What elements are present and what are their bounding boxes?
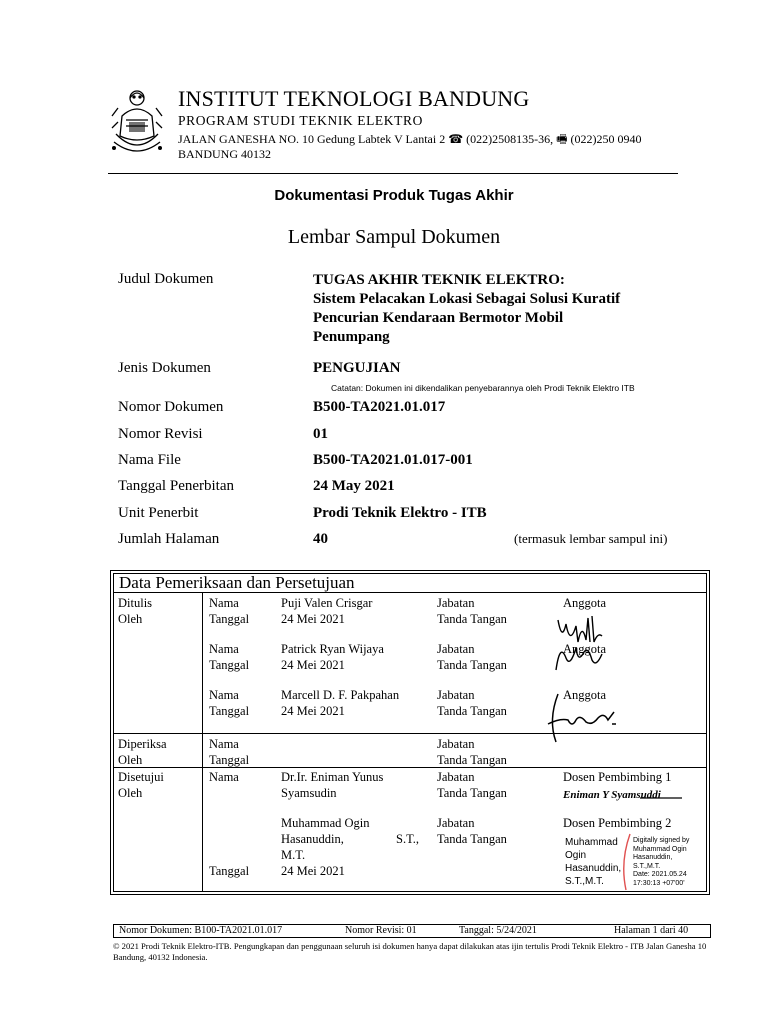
institution-name: INSTITUT TEKNOLOGI BANDUNG (178, 86, 530, 111)
tanda-tangan-label: Tanda Tangan (437, 658, 507, 672)
writer-role: Anggota (563, 642, 607, 656)
footer-nomor-revisi: Nomor Revisi: 01 (345, 925, 417, 936)
nomor-revisi-label: Nomor Revisi (118, 426, 203, 442)
ditulis-label-2: Oleh (118, 612, 143, 626)
cover-title: Lembar Sampul Dokumen (287, 226, 501, 248)
jumlah-halaman-value: 40 (313, 531, 328, 547)
writer-name: Patrick Ryan Wijaya (281, 642, 384, 656)
address-line-1: JALAN GANESHA NO. 10 Gedung Labtek V Lantai 2 ☎ (022)2508135-36, 🖷 (022)250 0940 (178, 132, 642, 146)
writer-name: Puji Valen Crisgar (281, 596, 373, 610)
jenis-value: PENGUJIAN (313, 360, 401, 376)
digital-name-line: S.T.,M.T. (565, 876, 604, 887)
tanda-tangan-label: Tanda Tangan (437, 786, 507, 800)
jabatan-label: Jabatan (437, 770, 475, 784)
unit-penerbit-value: Prodi Teknik Elektro - ITB (313, 505, 487, 521)
tanda-tangan-label: Tanda Tangan (437, 704, 507, 718)
approver-1-role: Dosen Pembimbing 1 (563, 770, 672, 784)
approver-2-name: Muhammad Ogin (281, 816, 370, 830)
tanggal-label: Tanggal (209, 704, 250, 718)
digital-name-line: Hasanuddin, (565, 863, 622, 874)
digital-signature-details (633, 837, 689, 888)
approver-2-role: Dosen Pembimbing 2 (563, 816, 672, 830)
approver-1-name-2: Syamsudin (281, 786, 337, 800)
approver-2-name-2: Hasanuddin, (281, 832, 344, 846)
ditulis-label: Ditulis (118, 596, 153, 610)
footer-tanggal: Tanggal: 5/24/2021 (459, 925, 537, 936)
nama-label: Nama (209, 770, 239, 784)
digital-meta-line: Digitally signed by (633, 837, 690, 844)
digital-name-line: Ogin (565, 850, 587, 861)
footer-nomor-dokumen: Nomor Dokumen: B100-TA2021.01.017 (119, 925, 283, 936)
approver-2-title: S.T., (396, 832, 420, 846)
jumlah-halaman-note: (termasuk lembar sampul ini) (514, 531, 668, 546)
diperiksa-label-2: Oleh (118, 753, 143, 767)
nomor-revisi-value: 01 (313, 426, 328, 442)
jabatan-label: Jabatan (437, 737, 475, 751)
judul-value (313, 271, 620, 347)
nomor-dokumen-value: B500-TA2021.01.017 (313, 399, 446, 415)
tanggal-label: Tanggal (209, 658, 250, 672)
jabatan-label: Jabatan (437, 688, 475, 702)
nama-label: Nama (209, 642, 239, 656)
signature-writer-2 (552, 640, 606, 674)
digital-name-line: Muhammad (565, 837, 618, 848)
approval-table-title: Data Pemeriksaan dan Persetujuan (119, 573, 355, 592)
nama-file-value: B500-TA2021.01.017-001 (313, 452, 473, 468)
nama-label: Nama (209, 596, 239, 610)
digital-meta-line: Muhammad Ogin (633, 845, 687, 853)
jabatan-label: Jabatan (437, 816, 475, 830)
digital-meta-line: Date: 2021.05.24 (633, 871, 687, 878)
tanggal-penerbitan-label: Tanggal Penerbitan (118, 478, 234, 494)
writer-date: 24 Mei 2021 (281, 704, 345, 718)
nama-label: Nama (209, 737, 239, 751)
disetujui-label: Disetujui (118, 770, 164, 784)
judul-label: Judul Dokumen (118, 271, 214, 287)
nama-label: Nama (209, 688, 239, 702)
header-divider (108, 173, 678, 174)
tanggal-label: Tanggal (209, 612, 250, 626)
approver-1-name: Dr.Ir. Eniman Yunus (281, 770, 384, 784)
jenis-label: Jenis Dokumen (118, 360, 211, 376)
address-line-2: BANDUNG 40132 (178, 147, 271, 161)
diperiksa-label: Diperiksa (118, 737, 167, 751)
footer-halaman: Halaman 1 dari 40 (614, 925, 689, 936)
tanggal-label: Tanggal (209, 864, 250, 878)
program-name: PROGRAM STUDI TEKNIK ELEKTRO (178, 113, 423, 128)
document-heading: Dokumentasi Produk Tugas Akhir (274, 187, 514, 204)
writer-role: Anggota (563, 688, 607, 702)
column-divider (202, 592, 203, 892)
digital-meta-line: S.T.,M.T. (633, 862, 661, 870)
tanda-tangan-label: Tanda Tangan (437, 832, 507, 846)
judul-line: Sistem Pelacakan Lokasi Sebagai Solusi Kuratif (313, 291, 621, 307)
writer-name: Marcell D. F. Pakpahan (281, 688, 400, 702)
tanggal-label: Tanggal (209, 753, 250, 767)
judul-line: Pencurian Kendaraan Bermotor Mobil (313, 310, 564, 326)
judul-line: TUGAS AKHIR TEKNIK ELEKTRO: (313, 272, 565, 288)
judul-line: Penumpang (313, 329, 390, 345)
signature-writer-3 (542, 690, 622, 746)
nama-file-label: Nama File (118, 452, 181, 468)
catatan-note: Catatan: Dokumen ini dikendalikan penyebarannya oleh Prodi Teknik Elektro ITB (331, 383, 635, 393)
writer-date: 24 Mei 2021 (281, 658, 345, 672)
jabatan-label: Jabatan (437, 596, 475, 610)
approval-date: 24 Mei 2021 (281, 864, 345, 878)
approver-2-name-3: M.T. (281, 848, 306, 862)
digital-meta-line: 17:30:13 +07'00' (633, 879, 685, 887)
jabatan-label: Jabatan (437, 642, 475, 656)
unit-penerbit-label: Unit Penerbit (118, 505, 199, 521)
digital-meta-line: Hasanuddin, (633, 854, 673, 861)
writer-role: Anggota (563, 596, 607, 610)
signature-underline (640, 796, 682, 800)
tanggal-penerbitan-value: 24 May 2021 (313, 478, 395, 494)
writer-date: 24 Mei 2021 (281, 612, 345, 626)
copyright-notice: © 2021 Prodi Teknik Elektro-ITB. Pengungkapan dan penggunaan seluruh isi dokumen hanya dapat dilakukan atas ijin tertulis Prodi Teknik Elektro - ITB Jalan Ganesha 10 Bandung, 40132 Indonesia. (113, 941, 707, 962)
approver-1-signature: Eniman Y Syamsuddi (563, 789, 661, 801)
jumlah-halaman-label: Jumlah Halaman (118, 531, 220, 547)
nomor-dokumen-label: Nomor Dokumen (118, 399, 224, 415)
tanda-tangan-label: Tanda Tangan (437, 753, 507, 767)
digital-signature-name (565, 836, 621, 888)
itb-logo-icon (108, 86, 166, 158)
tanda-tangan-label: Tanda Tangan (437, 612, 507, 626)
disetujui-label-2: Oleh (118, 786, 143, 800)
